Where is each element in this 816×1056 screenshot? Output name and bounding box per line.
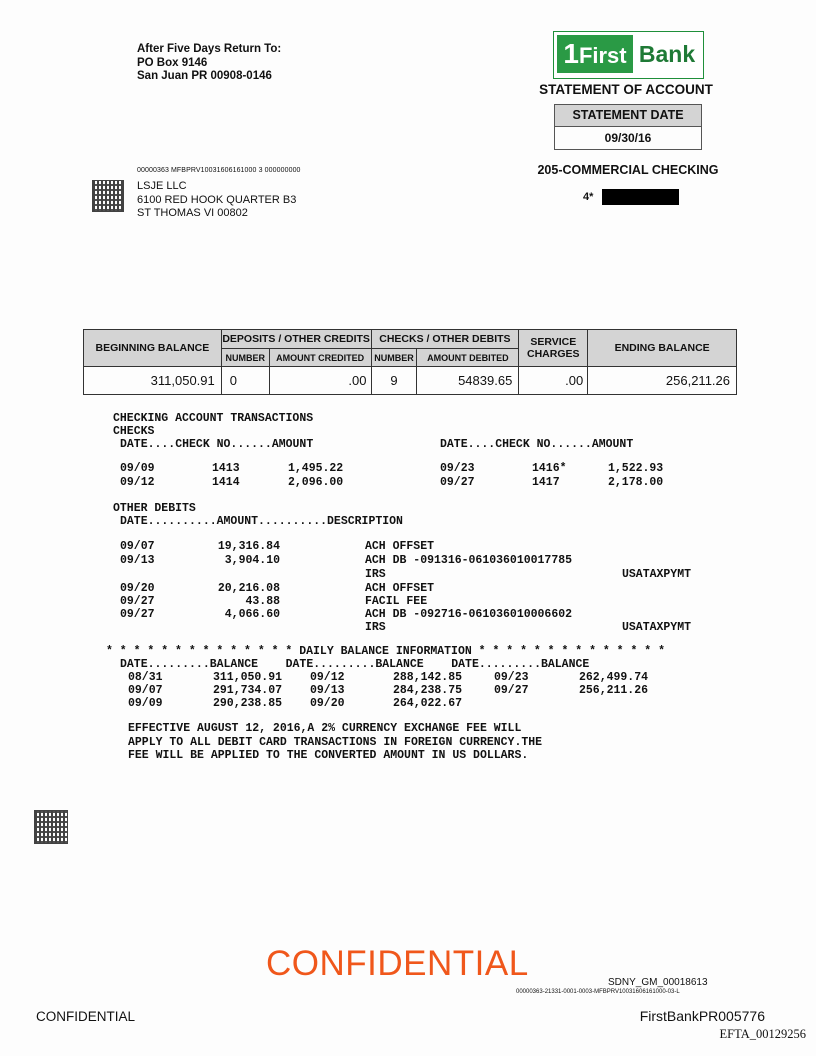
qr-code-icon [34, 810, 68, 844]
debit-date: 09/27 [120, 595, 155, 608]
customer-name: LSJE LLC [137, 180, 187, 192]
return-address-line: San Juan PR 00908-0146 [137, 70, 272, 82]
statement-date-label: STATEMENT DATE [555, 105, 701, 127]
other-debits-title: OTHER DEBITS [113, 502, 196, 515]
debit-amount: 4,066.60 [224, 608, 280, 621]
debit-amount: 20,216.08 [217, 582, 280, 595]
balance-value: 264,022.67 [392, 697, 462, 710]
check-amount: 1,522.93 [608, 462, 664, 475]
check-number: 1413 [212, 462, 240, 475]
service-charges-value: .00 [519, 367, 588, 395]
daily-balance-header: DATE.........BALANCE DATE.........BALANCE DATE.........BALANCE [120, 658, 590, 671]
debit-date: 09/27 [120, 608, 155, 621]
header-deposits-amount: AMOUNT CREDITED [269, 349, 371, 367]
notice-line: APPLY TO ALL DEBIT CARD TRANSACTIONS IN FOREIGN CURRENCY.THE [128, 736, 543, 749]
header-checks-number: NUMBER [371, 349, 417, 367]
logo-word-bank: Bank [638, 41, 696, 67]
debit-reference: USATAXPYMT [622, 568, 692, 581]
logo-number: 1 [563, 38, 579, 69]
debit-amount: 43.88 [245, 595, 280, 608]
debit-description: ACH DB -091316-061036010017785 [365, 554, 573, 567]
beginning-balance-value: 311,050.91 [84, 367, 222, 395]
header-checks-amount: AMOUNT DEBITED [417, 349, 519, 367]
balance-date: 09/27 [494, 684, 529, 697]
notice-line: FEE WILL BE APPLIED TO THE CONVERTED AMOUNT IN US DOLLARS. [128, 749, 529, 762]
debit-description: FACIL FEE [365, 595, 428, 608]
sdny-reference: 00000363-21331-0001-0003-MFBPRV10031606161000-03-L [516, 989, 680, 995]
qr-code-icon [92, 180, 124, 212]
debit-description-line2: IRS [365, 568, 386, 581]
balance-summary-table [83, 329, 737, 395]
debit-date: 09/13 [120, 554, 155, 567]
logo-first-block [557, 35, 633, 73]
debit-amount: 3,904.10 [224, 554, 280, 567]
header-ending-balance: ENDING BALANCE [588, 330, 737, 367]
deposits-amount-value: .00 [269, 367, 371, 395]
efta-id: EFTA_00129256 [719, 1027, 806, 1041]
balance-value: 284,238.75 [392, 684, 462, 697]
balance-date: 09/13 [310, 684, 345, 697]
return-address-line: PO Box 9146 [137, 56, 208, 69]
balance-date: 09/20 [310, 697, 345, 710]
check-date: 09/12 [120, 476, 155, 489]
debit-date: 09/20 [120, 582, 155, 595]
barcode-reference: 00000363 MFBPRV10031606161000 3 000000000 [137, 167, 301, 174]
firstbank-bates: FirstBankPR005776 [639, 1008, 765, 1024]
balance-value: 290,238.85 [212, 697, 282, 710]
balance-date: 09/09 [128, 697, 163, 710]
check-number: 1414 [212, 476, 240, 489]
confidential-label: CONFIDENTIAL [36, 1009, 136, 1024]
return-address [137, 43, 281, 84]
checks-header-left: DATE....CHECK NO......AMOUNT [120, 438, 314, 451]
balance-date: 09/23 [494, 671, 529, 684]
return-address-line: After Five Days Return To: [137, 43, 282, 55]
customer-city: ST THOMAS VI 00802 [137, 207, 248, 219]
customer-street: 6100 RED HOOK QUARTER B3 [137, 193, 297, 206]
checks-number-value: 9 [371, 367, 417, 395]
header-deposits-number: NUMBER [221, 349, 269, 367]
header-service-charges: SERVICE CHARGES [519, 330, 588, 367]
check-date: 09/27 [440, 476, 475, 489]
check-amount: 1,495.22 [288, 462, 344, 475]
balance-value: 311,050.91 [212, 671, 282, 684]
account-number-prefix: 4* [583, 191, 594, 203]
daily-balance-banner: * * * * * * * * * * * * * * DAILY BALANCE INFORMATION * * * * * * * * * * * * * * [106, 645, 665, 658]
header-deposits: DEPOSITS / OTHER CREDITS [221, 330, 371, 349]
account-type: 205-COMMERCIAL CHECKING [537, 163, 719, 177]
statement-title: STATEMENT OF ACCOUNT [539, 82, 713, 97]
debit-description: ACH OFFSET [365, 582, 435, 595]
confidential-stamp: CONFIDENTIAL [266, 944, 529, 983]
customer-address [137, 180, 296, 221]
check-number: 1416* [532, 462, 567, 475]
checks-amount-value: 54839.65 [417, 367, 519, 395]
checks-title: CHECKS [113, 425, 155, 438]
statement-date-box [554, 104, 702, 150]
balance-date: 09/07 [128, 684, 163, 697]
check-date: 09/23 [440, 462, 475, 475]
debit-date: 09/07 [120, 540, 155, 553]
debit-description: ACH DB -092716-061036010006602 [365, 608, 573, 621]
ending-balance-value: 256,211.26 [588, 367, 737, 395]
debit-description-line2: IRS [365, 621, 386, 634]
balance-value: 288,142.85 [392, 671, 462, 684]
check-amount: 2,096.00 [288, 476, 344, 489]
notice-line: EFFECTIVE AUGUST 12, 2016,A 2% CURRENCY EXCHANGE FEE WILL [128, 722, 522, 735]
deposits-number-value: 0 [221, 367, 269, 395]
check-number: 1417 [532, 476, 560, 489]
header-beginning-balance: BEGINNING BALANCE [84, 330, 222, 367]
transactions-title: CHECKING ACCOUNT TRANSACTIONS [113, 412, 314, 425]
debit-description: ACH OFFSET [365, 540, 435, 553]
header-checks: CHECKS / OTHER DEBITS [371, 330, 519, 349]
balance-date: 09/12 [310, 671, 345, 684]
check-date: 09/09 [120, 462, 155, 475]
firstbank-logo [553, 31, 704, 79]
balance-value: 291,734.07 [212, 684, 282, 697]
check-amount: 2,178.00 [608, 476, 664, 489]
balance-date: 08/31 [128, 671, 163, 684]
sdny-bates: SDNY_GM_00018613 [608, 977, 708, 988]
debit-reference: USATAXPYMT [622, 621, 692, 634]
debit-amount: 19,316.84 [217, 540, 280, 553]
balance-value: 262,499.74 [578, 671, 648, 684]
redaction-bar [602, 189, 679, 205]
balance-value: 256,211.26 [578, 684, 648, 697]
checks-header-right: DATE....CHECK NO......AMOUNT [440, 438, 634, 451]
statement-date-value: 09/30/16 [604, 131, 652, 145]
other-debits-header: DATE..........AMOUNT..........DESCRIPTION [120, 515, 403, 528]
logo-word-first: First [578, 43, 627, 68]
